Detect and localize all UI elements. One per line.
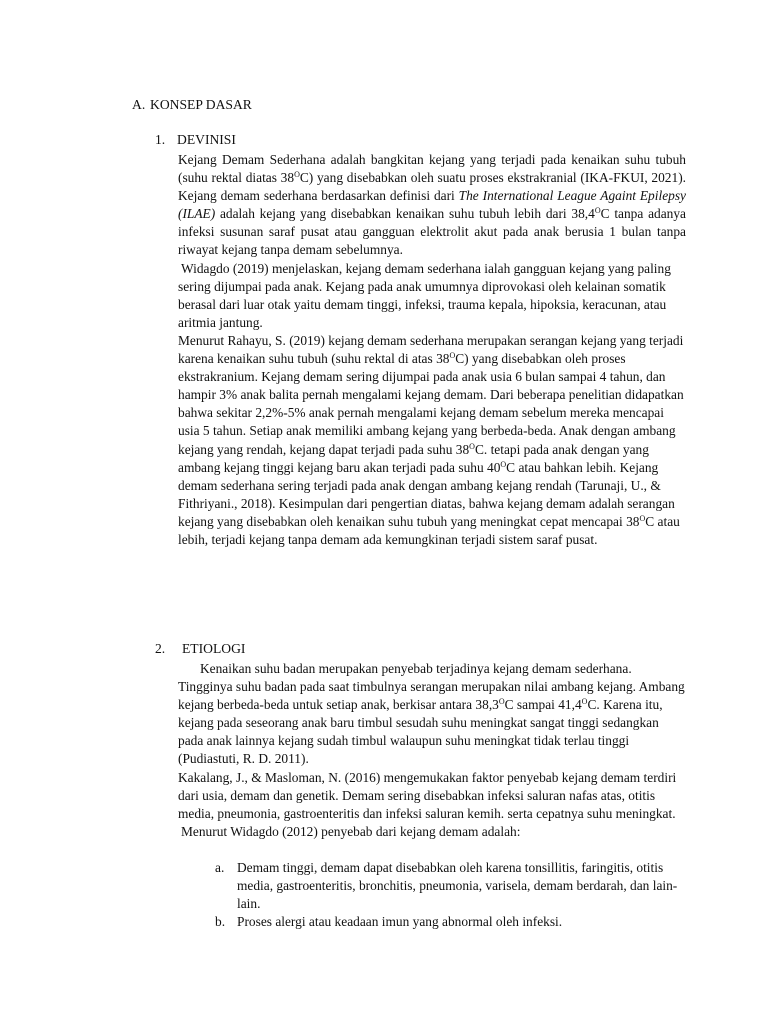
definition-paragraph-3: Menurut Rahayu, S. (2019) kejang demam sederhana merupakan serangan kejang yang terjadi karena kenaikan suhu tubuh (suhu rektal di atas $38^OC$) yang disebabkan oleh proses ekstrakranium. Kejang demam sering dijumpai pada anak usia 6 bulan sampai 4 tahun, dan hampir 3% anak balita pernah mengalami kejang demam. Dari beberapa penelitian didapatkan bahwa sekitar 2,2%-5% anak pernah mengalami kejang demam sebelum mereka mencapai usia 5 tahun. Setiap anak memiliki ambang kejang yang berbeda-beda. Anak dengan ambang kejang yang rendah, kejang dapat terjadi pada suhu $38^OC$. tetapi pada anak dengan yang ambang kejang tinggi kejang baru akan terjadi pada suhu $40^OC$ atau bahkan lebih. Kejang demam sederhana sering terjadi pada anak dengan ambang kejang rendah (Tarunaji, U., & Fithriyani., 2018). Kesimpulan dari pengertian diatas, bahwa kejang demam adalah serangan kejang yang disebabkan oleh kenaikan suhu tubuh yang meningkat cepat mencapai $38^OC$ atau lebih, terjadi kejang tanpa demam ada kemungkinan terjadi sistem saraf pusat.	[178, 332, 684, 547]
section-1-label: DEVINISI	[177, 132, 236, 147]
main-heading	[132, 97, 252, 113]
definition-paragraph-2: Widagdo (2019) menjelaskan, kejang demam sederhana ialah gangguan kejang yang paling sering dijumpai pada anak. Kejang pada anak umumnya diprovokasi oleh kelainan somatik berasal dari luar otak yaitu demam tinggi, infeksi, trauma kepala, hipoksia, keracunan, atau aritmia jantung.	[178, 260, 671, 330]
list-item	[178, 913, 688, 931]
section-2-number: 2.	[155, 641, 166, 656]
list-marker: b.	[215, 914, 226, 930]
cause-list	[178, 859, 688, 931]
etiology-paragraph-1: Kenaikan suhu badan merupakan penyebab terjadinya kejang demam sederhana. Tingginya suhu badan pada saat timbulnya serangan merupakan nilai ambang kejang. Ambang kejang berbeda-beda untuk setiap anak, berkisar antara $38,3^OC$ sampai $41,4^OC$. Karena itu, kejang pada seseorang anak baru timbul sesudah suhu meningkat sangat tinggi sedangkan pada anak lainnya kejang sudah timbul walaupun suhu meningkat tidak terlau tinggi (Pudiastuti, R. D. 2011).	[178, 661, 685, 767]
list-marker: a.	[215, 860, 225, 875]
definition-paragraph-1: Kejang Demam Sederhana adalah bangkitan kejang yang terjadi pada kenaikan suhu tubuh (suhu rektal diatas $38^OC$) yang disebabkan oleh suatu proses ekstrakranial (IKA-FKUI, 2021). Kejang demam sederhana berdasarkan definisi dari The International League Againt Epilepsy (ILAE) adalah kejang yang disebabkan kenaikan suhu tubuh lebih dari $38,4^OC$ tanpa adanya infeksi susunan saraf pusat atau gangguan elektrolit akut pada anak berusia 1 bulan tanpa riwayat kejang tanpa demam sebelumnya.	[178, 152, 686, 258]
list-item	[178, 859, 688, 913]
etiology-paragraph-2: Kakalang, J., & Masloman, N. (2016) mengemukakan faktor penyebab kejang demam terdiri dari usia, demam dan genetik. Demam sering disebabkan infeksi saluran nafas atas, otitis media, pneumonia, gastroenteritis dan infeksi saluran kemih. serta cepatnya suhu meningkat.	[178, 769, 677, 821]
list-item-text: Demam tinggi, demam dapat disebabkan oleh karena tonsillitis, faringitis, otitis media, gastroenteritis, bronchitis, pneumonia, varisela, demam berdarah, dan lain-lain.	[237, 860, 678, 912]
section-2-label: ETIOLOGI	[182, 641, 246, 656]
heading-number: A.	[132, 97, 146, 112]
list-item-text: Proses alergi atau keadaan imun yang abnormal oleh infeksi.	[237, 914, 563, 930]
section-1-body	[178, 151, 686, 549]
section-1-title	[155, 132, 236, 148]
section-2-body	[178, 660, 686, 841]
heading-title: KONSEP DASAR	[150, 97, 252, 112]
section-2-title	[155, 641, 245, 657]
section-1-number: 1.	[155, 132, 166, 147]
etiology-paragraph-3: Menurut Widagdo (2012) penyebab dari kejang demam adalah:	[181, 823, 521, 839]
